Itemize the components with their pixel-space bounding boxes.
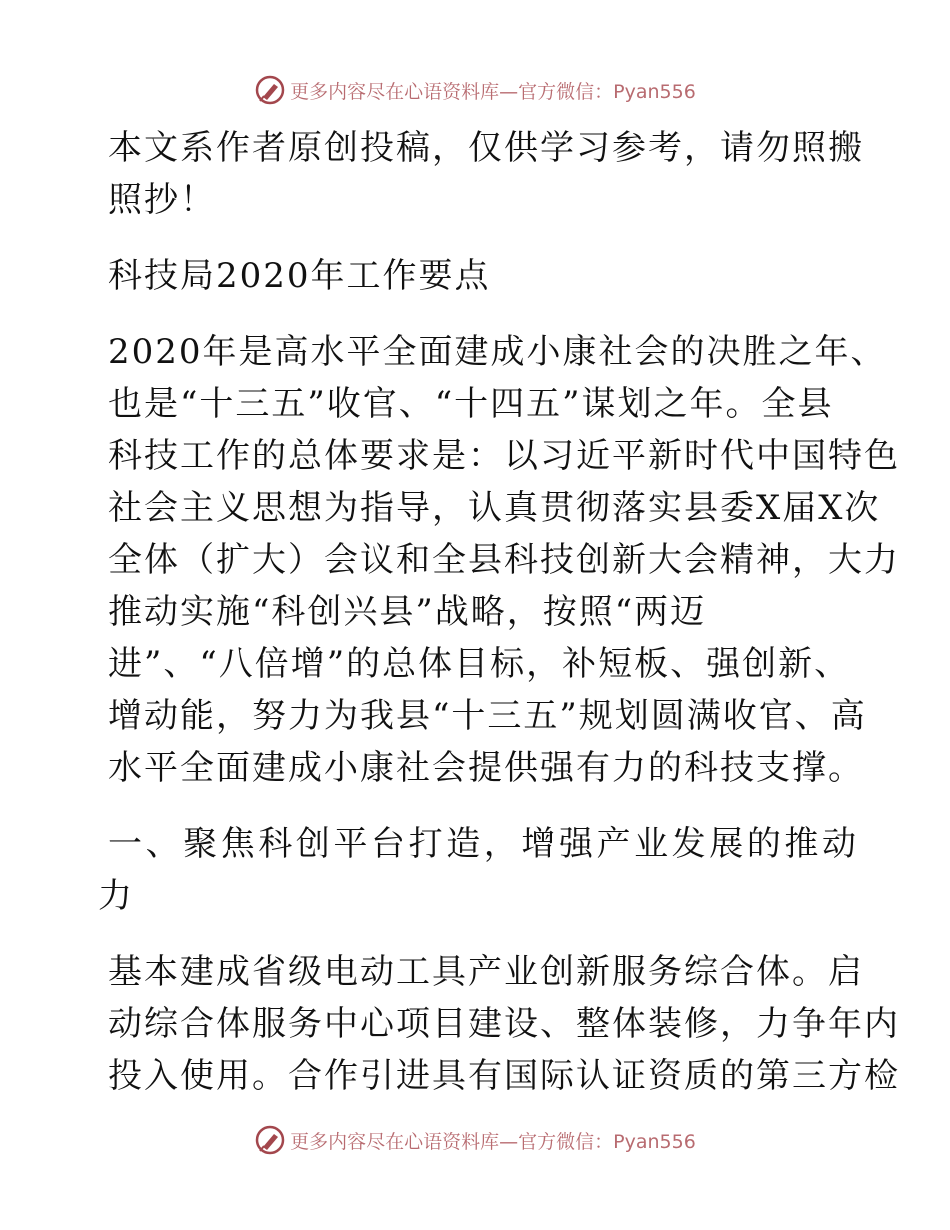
document-body bbox=[98, 122, 900, 1126]
intro-paragraph: 2020年是高水平全面建成小康社会的决胜之年、 也是“十三五”收官、“十四五”谋划之年。全县 科技工作的总体要求是：以习近平新时代中国特色 社会主义思想为指导，认真贯彻落实县委X届X次 全体（扩大）会议和全县科技创新大会精神，大力 推动实施“科创兴县”战略，按照“两迈 进”、“八倍增”的总体目标，补短板、强创新、 增动能，努力为我县“十三五”规划圆满收官、高 水平全面建成小康社会提供强有力的科技支撑。 bbox=[108, 332, 900, 788]
pen-nib-logo-icon bbox=[254, 74, 286, 106]
section-1-heading: 一、聚焦科创平台打造，增强产业发展的推动力 bbox=[98, 824, 858, 916]
copyright-notice: 本文系作者原创投稿，仅供学习参考，请勿照搬 照抄！ bbox=[108, 128, 864, 220]
watermark-text: 更多内容尽在心语资料库—官方微信：Pyan556 bbox=[290, 80, 696, 103]
document-title: 科技局2020年工作要点 bbox=[108, 256, 491, 296]
watermark-text: 更多内容尽在心语资料库—官方微信：Pyan556 bbox=[290, 1130, 696, 1153]
footer-watermark-banner bbox=[0, 1120, 950, 1160]
header-watermark-banner bbox=[0, 70, 950, 110]
section-1-paragraph: 基本建成省级电动工具产业创新服务综合体。启 动综合体服务中心项目建设、整体装修，力争年内 投入使用。合作引进具有国际认证资质的第三方检 bbox=[108, 952, 900, 1096]
pen-nib-logo-icon bbox=[254, 1124, 286, 1156]
